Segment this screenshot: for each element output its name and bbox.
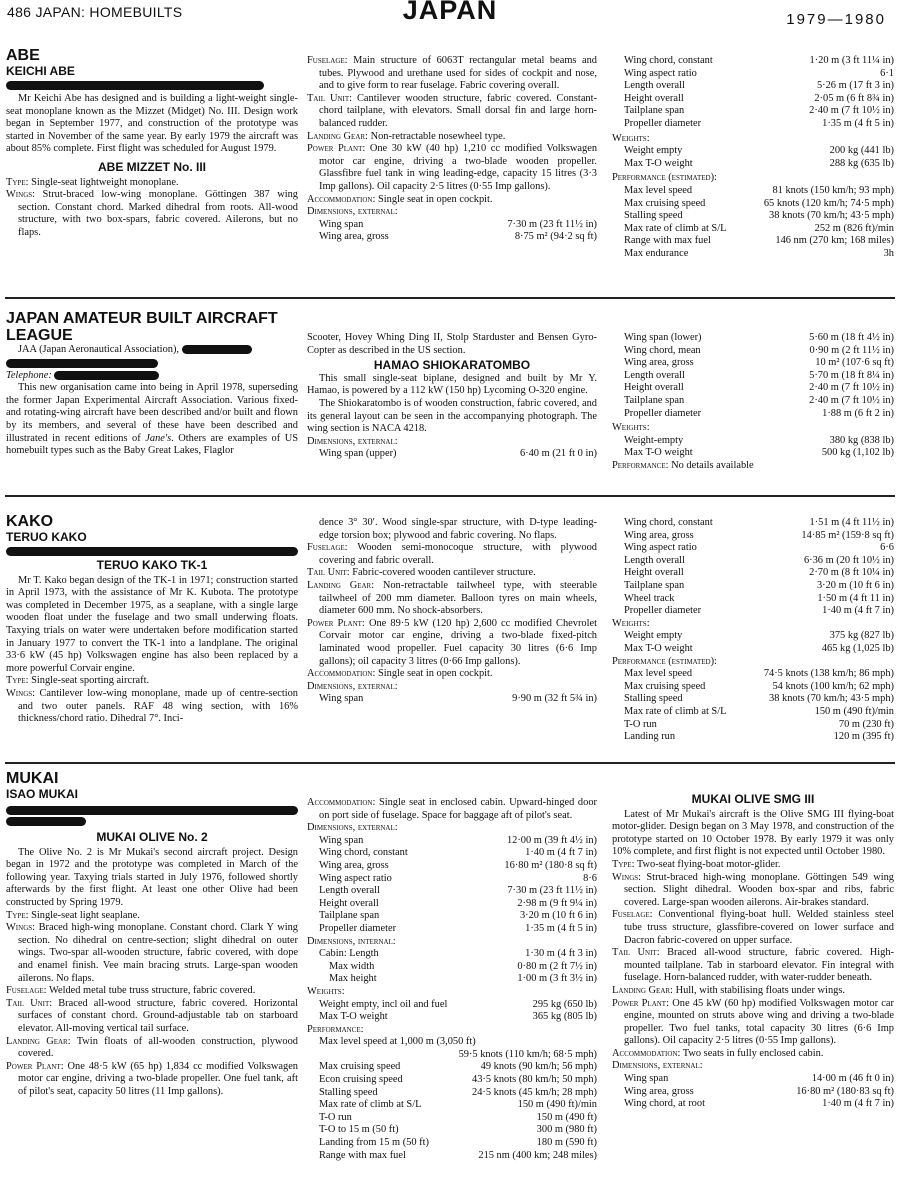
- intro-text-cont: Scooter, Hovey Whing Ding II, Stolp Starduster and Bensen Gyro-Copter as described in the US section.: [307, 332, 597, 356]
- spec-row: Stalling speed 38 knots (70 km/h; 43·5 mph): [624, 693, 894, 705]
- spec-row: Tailplane span 2·40 m (7 ft 10½ in): [624, 105, 894, 117]
- spec-row: Max rate of climb at S/L 150 m (490 ft)/min: [624, 705, 894, 717]
- spec-wings: Wings: Strut-braced low-wing monoplane. Göttingen 387 wing section. Constant chord. Marked dihedral from roots. All-wood structure, with two box-spars, fabric covered. Ailerons, but no flaps.: [6, 189, 298, 238]
- performance-label: Performance (estimated):: [612, 172, 717, 184]
- spec-row: Max T-O weight 465 kg (1,025 lb): [624, 642, 894, 654]
- spec-row: Propeller diameter 1·35 m (4 ft 5 in): [319, 922, 597, 934]
- spec-row: Tailplane span 3·20 m (10 ft 6 in): [624, 579, 894, 591]
- spec-row: Length overall 5·70 m (18 ft 8¼ in): [624, 369, 894, 381]
- spec-row: Weight empty, incl oil and fuel 295 kg (650 lb): [319, 998, 597, 1010]
- spec-row: Wing aspect ratio 6·6: [624, 542, 894, 554]
- spec-row: Height overall 2·40 m (7 ft 10½ in): [624, 382, 894, 394]
- spec-tail: Tail Unit: Fabric-covered wooden cantilever structure.: [307, 567, 536, 579]
- spec-accommodation: Accommodation: Single seat in open cockpit.: [307, 668, 493, 680]
- intro-text: Mr T. Kako began design of the TK-1 in 1971; construction started in April 1973, with the assistance of Mr K. Kubota. The prototype was completed in December 1975, as a seaplane, with a single large wooden float under the fuselage and two small underwing floats. Taxying trials on water were undertaken before modification started in January 1977 to convert the TK-1 into a landplane. The original 33·6 kW (45 hp) Volkswagen engine has also been replaced by a more powerful Corvair engine.: [6, 574, 298, 674]
- spec-row: Landing run 120 m (395 ft): [624, 731, 894, 743]
- edition-years: 1979—1980: [786, 11, 886, 28]
- spec-accommodation: Accommodation: Two seats in fully enclosed cabin.: [612, 1047, 824, 1059]
- intro-text: Latest of Mr Mukai's aircraft is the Olive SMG III flying-boat motor-glider. Design began on 3 May 1978, and construction of the prototype started on 10 October 1978. By early 1979 it was only 10% complete, and first flight is not expected until October 1980.: [612, 808, 894, 858]
- spec-row: Max T-O weight 365 kg (805 lb): [319, 1011, 597, 1023]
- spec-row: Cabin: Length 1·30 m (4 ft 3 in): [319, 948, 597, 960]
- org-name: ABE: [6, 47, 40, 64]
- performance-label: Performance (estimated):: [612, 655, 717, 667]
- section-divider: [5, 762, 895, 764]
- spec-fuselage: Fuselage: Main structure of 6063T rectangular metal beams and tubes. Plywood and urethane used for sides of cockpit and nose, and to give form to rear fuselage. Fabric covering overall.: [307, 55, 597, 92]
- aircraft-heading: ABE MIZZET No. III: [98, 159, 206, 174]
- spec-row: Econ cruising speed 43·5 knots (80 km/h; 50 mph): [319, 1074, 597, 1086]
- page-number-label: 486 JAPAN: HOMEBUILTS: [7, 4, 183, 20]
- spec-row: Max width 0·80 m (2 ft 7½ in): [329, 960, 597, 972]
- spec-row: Wing span 12·00 m (39 ft 4½ in): [319, 834, 597, 846]
- spec-row: Wing area, gross 8·75 m² (94·2 sq ft): [319, 231, 597, 243]
- spec-row: Max T-O weight 288 kg (635 lb): [624, 157, 894, 169]
- spec-gear: Landing Gear: Twin floats of all-wooden construction, plywood covered.: [6, 1035, 298, 1060]
- dims-label: Dimensions, external:: [307, 822, 398, 834]
- spec-row: Length overall 6·36 m (20 ft 10½ in): [624, 554, 894, 566]
- page-title: JAPAN: [402, 0, 498, 25]
- spec-row: Tailplane span 3·20 m (10 ft 6 in): [319, 910, 597, 922]
- aircraft-heading: HAMAO SHIOKARATOMBO: [373, 358, 531, 373]
- spec-row: Propeller diameter 1·40 m (4 ft 7 in): [624, 605, 894, 617]
- redacted-address: [182, 345, 252, 354]
- spec-type: Type: Single-seat sporting aircraft.: [6, 675, 150, 687]
- org-name-line2: LEAGUE: [6, 327, 73, 344]
- spec-row: 59·5 knots (110 km/h; 68·5 mph): [458, 1048, 597, 1060]
- spec-row: Max T-O weight 500 kg (1,102 lb): [624, 447, 894, 459]
- dims-label: Dimensions, external:: [307, 206, 398, 218]
- spec-row: Propeller diameter 1·35 m (4 ft 5 in): [624, 117, 894, 129]
- spec-row: Wing chord, constant 1·40 m (4 ft 7 in): [319, 847, 597, 859]
- spec-row: Stalling speed 38 knots (70 km/h; 43·5 mph): [624, 210, 894, 222]
- person-name: ISAO MUKAI: [6, 787, 78, 801]
- spec-row: Wing area, gross 10 m² (107·6 sq ft): [624, 357, 894, 369]
- spec-row: Max level speed at 1,000 m (3,050 ft): [319, 1036, 476, 1048]
- spec-row: Max cruising speed 54 knots (100 km/h; 62 mph): [624, 680, 894, 692]
- spec-row: Wing area, gross 14·85 m² (159·8 sq ft): [624, 529, 894, 541]
- aircraft-heading: TERUO KAKO TK-1: [96, 558, 208, 572]
- spec-row: Wing span 14·00 m (46 ft 0 in): [624, 1073, 894, 1085]
- spec-row: Wing chord, constant 1·51 m (4 ft 11½ in): [624, 517, 894, 528]
- person-name: KEICHI ABE: [6, 64, 75, 78]
- person-name: TERUO KAKO: [6, 530, 87, 544]
- spec-tail: Tail Unit: Cantilever wooden structure, fabric covered. Constant-chord tailplane, with elevators. Small dorsal fin and large horn-balanced rudder.: [307, 92, 597, 129]
- intro-text: Mr Keichi Abe has designed and is building a light-weight single-seat monoplane known as the Mizzet (Midget) No. III. Design work began in September 1977, and construction of the prototype was started in November of the same year. By early 1979 the aircraft was about 85% complete. First flight was scheduled for August 1979.: [6, 93, 298, 155]
- spec-row: Range with max fuel 146 nm (270 km; 168 miles): [624, 235, 894, 247]
- spec-row: Wing chord, mean 0·90 m (2 ft 11½ in): [624, 344, 894, 356]
- redacted-address: [6, 806, 298, 815]
- spec-row: Stalling speed 24·5 knots (45 km/h; 28 mph): [319, 1086, 597, 1098]
- spec-row: T-O run 70 m (230 ft): [624, 718, 894, 730]
- spec-gear: Landing Gear: Hull, with stabilising floats under wings.: [612, 984, 845, 996]
- spec-row: Weight empty 200 kg (441 lb): [624, 145, 894, 157]
- spec-row: Weight-empty 380 kg (838 lb): [624, 434, 894, 446]
- spec-row: Wing area, gross 16·80 m² (180·8 sq ft): [319, 859, 597, 871]
- redacted-address: [6, 817, 86, 826]
- spec-power: Power Plant: One 30 kW (40 hp) 1,210 cc modified Volkswagen motor car engine, driving a two-blade wooden propeller. Glassfibre fuel tank in wing leading-edge, capacity 15 litres (3·3 Imp gallons). Oil capacity 2·5 litres (0·55 Imp gallons).: [307, 143, 597, 192]
- spec-wings: Wings: Cantilever low-wing monoplane, made up of centre-section and two outer panels. RAF 48 wing section, with 16% thickness/chord ratio. Dihedral 7°. Inci-: [6, 687, 298, 725]
- spec-fuselage: Fuselage: Welded metal tube truss structure, fabric covered.: [6, 985, 256, 997]
- section-jaa: [0, 300, 900, 495]
- spec-power: Power Plant: One 48·5 kW (65 hp) 1,834 cc modified Volkswagen motor car engine, driving a two-blade propeller. One fuel tank, aft of pilot's seat, capacity 50 litres (11 Imp gallons).: [6, 1060, 298, 1097]
- org-name: JAPAN AMATEUR BUILT AIRCRAFT: [6, 310, 278, 327]
- section-mukai: [0, 765, 900, 1197]
- spec-gear: Landing Gear: Non-retractable nosewheel type.: [307, 130, 506, 142]
- spec-accommodation: Accommodation: Single seat in open cockpit.: [307, 193, 493, 205]
- org-address: JAA (Japan Aeronautical Association),: [6, 344, 298, 357]
- performance-label: Performance:: [307, 1023, 364, 1035]
- spec-row: Wing area, gross 16·80 m² (180·83 sq ft): [624, 1085, 894, 1097]
- spec-row: T-O run 150 m (490 ft): [319, 1111, 597, 1123]
- spec-wings: Wings: Strut-braced high-wing monoplane. Göttingen 549 wing section. Slight dihedral. Wooden box-spar and ribs, fabric covered. Large-span wooden ailerons. Air-brakes standard.: [612, 871, 894, 908]
- weights-label: Weights:: [307, 985, 345, 997]
- redacted-address: [6, 359, 158, 368]
- spec-row: Max level speed 81 knots (150 km/h; 93 mph): [624, 184, 894, 196]
- spec-wings-cont: dence 3° 30′. Wood single-spar structure, with D-type leading-edge torsion box; plywood and fabric covering. No flaps.: [319, 517, 597, 541]
- page-header: [0, 0, 900, 40]
- weights-label: Weights:: [612, 617, 650, 629]
- redacted-address: [6, 81, 264, 90]
- spec-row: Landing from 15 m (50 ft) 180 m (590 ft): [319, 1137, 597, 1149]
- aircraft-desc: This small single-seat biplane, designed and built by Mr Y. Hamao, is powered by a 112 kW (150 hp) Lycoming O-320 engine.: [307, 372, 597, 397]
- spec-fuselage: Fuselage: Wooden semi-monocoque structure, with plywood covering and fabric overall.: [307, 542, 597, 566]
- spec-row: Wing aspect ratio 6·1: [624, 67, 894, 79]
- spec-row: Max rate of climb at S/L 150 m (490 ft)/min: [319, 1099, 597, 1111]
- spec-row: T-O to 15 m (50 ft) 300 m (980 ft): [319, 1124, 597, 1136]
- weights-label: Weights:: [612, 132, 650, 144]
- spec-type: Type: Two-seat flying-boat motor-glider.: [612, 858, 781, 870]
- intro-text: This new organisation came into being in April 1978, superseding the former Japan Experimental Aircraft Association. Various fixed- and rotating-wing aircraft have been described and/or built and flown by its members, and several of these have been described and illustrated in recent editions of Jane's. Others are examples of US homebuilt types such as the Baby Great Lakes, Flaglor: [6, 382, 298, 457]
- spec-type: Type: Single-seat lightweight monoplane.: [6, 176, 179, 188]
- spec-row: Wing span 7·30 m (23 ft 11½ in): [319, 218, 597, 230]
- dims-label: Dimensions, external:: [307, 435, 398, 447]
- telephone: Telephone:: [6, 370, 298, 383]
- spec-tail: Tail Unit: Braced all-wood structure, fabric covered. Horizontal surfaces of constant chord. Ground-adjustable tab on starboard elevator. All-moving vertical tail surface.: [6, 997, 298, 1034]
- section-kako: [0, 498, 900, 758]
- dims-label: Dimensions, external:: [612, 1060, 703, 1072]
- spec-row: Height overall 2·70 m (8 ft 10¼ in): [624, 567, 894, 579]
- spec-row: Wing span (upper) 6·40 m (21 ft 0 in): [319, 448, 597, 460]
- org-name: MUKAI: [6, 770, 59, 787]
- spec-row: Range with max fuel 215 nm (400 km; 248 miles): [319, 1149, 597, 1161]
- dims-label: Dimensions, external:: [307, 680, 398, 692]
- section-divider: [5, 495, 895, 497]
- dims-internal-label: Dimensions, internal:: [307, 935, 396, 947]
- spec-row: Height overall 2·98 m (9 ft 9¼ in): [319, 897, 597, 909]
- spec-row: Wing chord, at root 1·40 m (4 ft 7 in): [624, 1098, 894, 1110]
- performance-line: Performance: No details available: [612, 459, 754, 471]
- aircraft-desc: The Shiokaratombo is of wooden construction, fabric covered, and its general layout can be seen in the accompanying photograph. The wing section is NACA 4218.: [307, 397, 597, 435]
- spec-gear: Landing Gear: Non-retractable tailwheel type, with steerable tailwheel of 200 mm diameter. Balloon tyres on main wheels, diameter 600 mm. No shock-absorbers.: [307, 579, 597, 617]
- spec-row: Length overall 5·26 m (17 ft 3 in): [624, 80, 894, 92]
- redacted-address: [6, 547, 298, 556]
- spec-row: Wing chord, constant 1·20 m (3 ft 11¼ in): [624, 55, 894, 66]
- spec-row: Tailplane span 2·40 m (7 ft 10½ in): [624, 394, 894, 406]
- weights-label: Weights:: [612, 422, 650, 434]
- spec-fuselage: Fuselage: Conventional flying-boat hull. Welded stainless steel tube truss structure, glassfibre-covered on lower surface and Dacron fabric-covered on upper surface.: [612, 909, 894, 946]
- spec-row: Max height 1·00 m (3 ft 3½ in): [329, 973, 597, 985]
- spec-row: Length overall 7·30 m (23 ft 11½ in): [319, 885, 597, 897]
- spec-row: Weight empty 375 kg (827 lb): [624, 630, 894, 642]
- spec-row: Max cruising speed 49 knots (90 km/h; 56 mph): [319, 1061, 597, 1073]
- aircraft-heading: MUKAI OLIVE SMG III: [691, 793, 815, 806]
- spec-row: Max cruising speed 65 knots (120 km/h; 74·5 mph): [624, 197, 894, 209]
- spec-accommodation: Accommodation: Single seat in enclosed cabin. Upward-hinged door on port side of fuselage. Space for baggage aft of pilot's seat.: [307, 797, 597, 821]
- spec-row: Max rate of climb at S/L 252 m (826 ft)/min: [624, 222, 894, 234]
- intro-text: The Olive No. 2 is Mr Mukai's second aircraft project. Design began in 1972 and the prototype was completed in March of the following year. Taxying trials started in July 1976, followed shortly afterwards by the first flight. At least one other Olive had been constructed by Spring 1979.: [6, 846, 298, 908]
- aircraft-heading: MUKAI OLIVE No. 2: [96, 830, 208, 844]
- spec-wings: Wings: Braced high-wing monoplane. Constant chord. Clark Y wing section. No dihedral on centre-section; slight dihedral on outer wings. Two-spar all-wooden structure, fabric covered, with dope and enamel finish. Vee main bracing struts. Large-span wooden ailerons. No flaps.: [6, 922, 298, 984]
- spec-row: Wing span (lower) 5·60 m (18 ft 4½ in): [624, 332, 894, 343]
- spec-tail: Tail Unit: Braced all-wood structure, fabric covered. High-mounted tailplane. Tab in starboard elevator. Fin integral with fuselage. Horn-balanced rudder, with water-rudder beneath.: [612, 947, 894, 984]
- spec-type: Type: Single-seat light seaplane.: [6, 909, 140, 921]
- org-name: KAKO: [6, 513, 54, 530]
- section-abe: [0, 40, 900, 290]
- spec-row: Wing span 9·90 m (32 ft 5¾ in): [319, 693, 597, 705]
- spec-row: Wheel track 1·50 m (4 ft 11 in): [624, 592, 894, 604]
- spec-row: Max level speed 74·5 knots (138 km/h; 86 mph): [624, 668, 894, 680]
- spec-power: Power Plant: One 89·5 kW (120 hp) 2,600 cc modified Chevrolet Corvair motor car engine, driving a two-blade fixed-pitch laminated wood propeller. Fuel capacity 30 litres (6·6 Imp gallons); oil capacity 3 litres (0·66 Imp gallons).: [307, 617, 597, 667]
- spec-row: Propeller diameter 1·88 m (6 ft 2 in): [624, 407, 894, 419]
- section-divider: [5, 297, 895, 299]
- redacted-phone: [54, 371, 159, 380]
- spec-row: Wing aspect ratio 8·6: [319, 872, 597, 884]
- spec-row: Height overall 2·05 m (6 ft 8¾ in): [624, 92, 894, 104]
- spec-row: Max endurance 3h: [624, 247, 894, 259]
- spec-power: Power Plant: One 45 kW (60 hp) modified Volkswagen motor car engine, mounted on struts above wing and driving a two-blade propeller. Two fuel tanks, total capacity 30 litres (6·6 Imp gallons). Oil capacity 2·5 litres (0·55 Imp gallons).: [612, 997, 894, 1047]
